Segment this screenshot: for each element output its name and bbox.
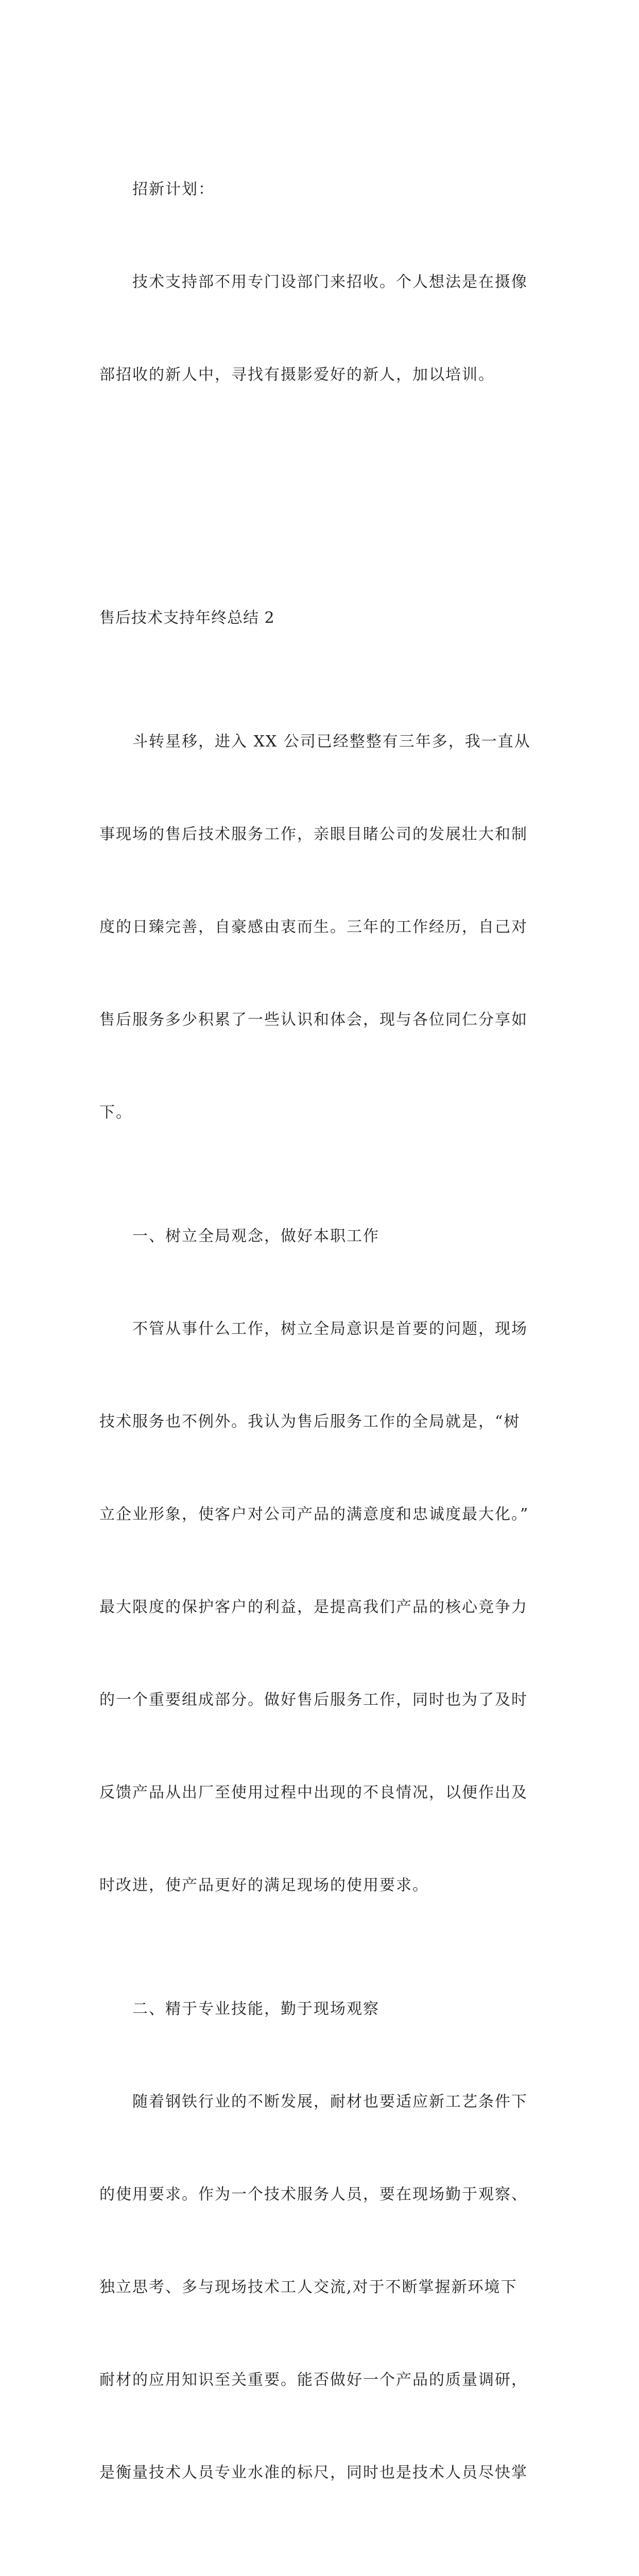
section-heading: 二、精于专业技能，勤于现场观察: [132, 2000, 379, 2018]
paragraph-line: 斗转星移，进入 XX 公司已经整整有三年多，我一直从: [132, 733, 531, 751]
paragraph-line: 随着钢铁行业的不断发展，耐材也要适应新工艺条件下: [132, 2093, 528, 2111]
paragraph-line: 的使用要求。作为一个技术服务人员，要在现场勤于观察、: [99, 2185, 528, 2204]
paragraph-line: 反馈产品从出厂至使用过程中出现的不良情况，以便作出及: [99, 1784, 528, 1802]
paragraph-line: 度的日臻完善，自豪感由衷而生。三年的工作经历，自己对: [99, 918, 528, 936]
paragraph-line: 下。: [99, 1104, 132, 1122]
section-spacer: [99, 483, 542, 510]
document-title: 售后技术支持年终总结 2: [99, 609, 275, 627]
paragraph-line: 售后服务多少积累了一些认识和体会，现与各位同仁分享如: [99, 1011, 528, 1029]
paragraph-line: 立企业形象，使客户对公司产品的满意度和忠诚度最大化。”: [99, 1505, 529, 1523]
paragraph-line: 不管从事什么工作，树立全局意识是首要的问题，现场: [132, 1320, 528, 1338]
paragraph-line: 事现场的售后技术服务工作，亲眼目睹公司的发展壮大和制: [99, 825, 528, 843]
paragraph-line: 的一个重要组成部分。做好售后服务工作，同时也为了及时: [99, 1691, 528, 1709]
section-heading: 招新计划：: [132, 180, 215, 198]
paragraph-line: 耐材的应用知识至关重要。能否做好一个产品的质量调研，: [99, 2371, 528, 2389]
paragraph-line: 是衡量技术人员专业水准的标尺，同时也是技术人员尽快掌: [99, 2464, 528, 2482]
document-body: [99, 81, 542, 2576]
paragraph-line: 部招收的新人中，寻找有摄影爱好的新人，加以培训。: [99, 366, 495, 384]
paragraph-line: 最大限度的保护客户的利益，是提高我们产品的核心竞争力: [99, 1598, 528, 1616]
paragraph-line: 技术支持部不用专门设部门来招收。个人想法是在摄像: [132, 273, 528, 291]
paragraph-line: 技术服务也不例外。我认为售后服务工作的全局就是，“树: [99, 1413, 521, 1431]
paragraph-line: 时改进，使产品更好的满足现场的使用要求。: [99, 1876, 429, 1894]
section-heading: 一、树立全局观念，做好本职工作: [132, 1227, 379, 1245]
paragraph-line: 独立思考、多与现场技术工人交流,对于不断掌握新环境下: [99, 2278, 517, 2296]
